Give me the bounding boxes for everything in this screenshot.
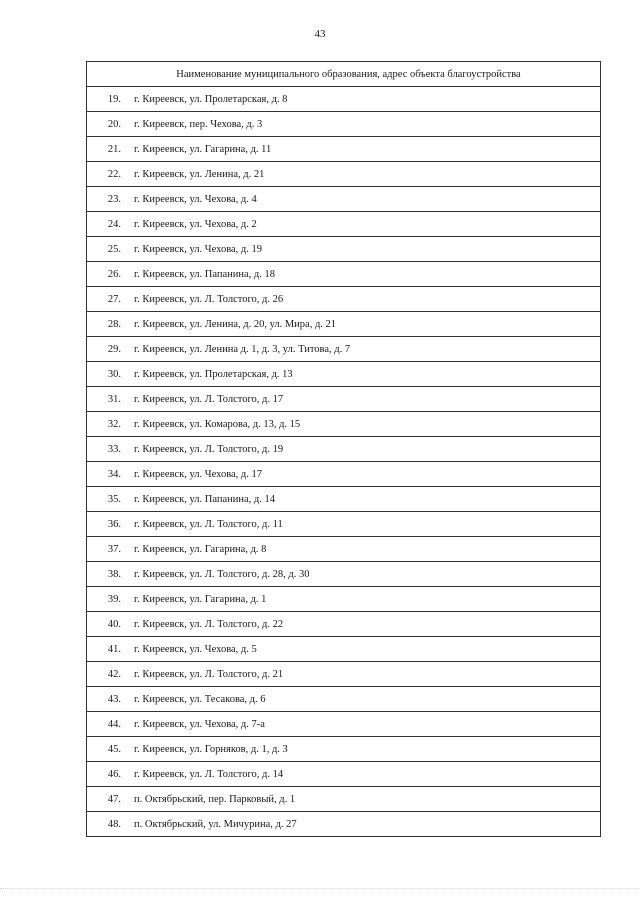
row-address: г. Киреевск, ул. Л. Толстого, д. 19 xyxy=(134,443,284,455)
row-address: г. Киреевск, ул. Папанина, д. 14 xyxy=(134,493,275,505)
row-address: г. Киреевск, ул. Л. Толстого, д. 17 xyxy=(134,393,284,405)
row-number: 28. xyxy=(107,318,121,330)
row-number: 26. xyxy=(107,268,121,280)
row-address: г. Киреевск, ул. Горняков, д. 1, д. 3 xyxy=(134,743,288,755)
table-row xyxy=(87,662,600,687)
row-address: п. Октябрьский, пер. Парковый, д. 1 xyxy=(134,793,296,805)
row-address: г. Киреевск, ул. Гагарина, д. 1 xyxy=(134,593,267,605)
row-number: 29. xyxy=(107,343,121,355)
row-number: 37. xyxy=(107,543,121,555)
row-number: 30. xyxy=(107,368,121,380)
table-row xyxy=(87,637,600,662)
row-address: г. Киреевск, ул. Л. Толстого, д. 28, д. 30 xyxy=(134,568,310,580)
table-row xyxy=(87,87,600,112)
row-address: г. Киреевск, ул. Чехова, д. 4 xyxy=(134,193,257,205)
row-number: 22. xyxy=(107,168,121,180)
row-address: г. Киреевск, ул. Чехова, д. 5 xyxy=(134,643,257,655)
row-address: г. Киреевск, ул. Чехова, д. 17 xyxy=(134,468,263,480)
table-row xyxy=(87,287,600,312)
row-number: 36. xyxy=(107,518,121,530)
row-number: 43. xyxy=(107,693,121,705)
row-number: 32. xyxy=(107,418,121,430)
row-address: г. Киреевск, ул. Ленина, д. 20, ул. Мира, д. 21 xyxy=(134,318,337,330)
row-number: 31. xyxy=(107,393,121,405)
row-address: п. Октябрьский, ул. Мичурина, д. 27 xyxy=(134,818,297,830)
row-address: г. Киреевск, ул. Ленина д. 1, д. 3, ул. Титова, д. 7 xyxy=(134,343,351,355)
table-row xyxy=(87,262,600,287)
row-address: г. Киреевск, ул. Л. Толстого, д. 26 xyxy=(134,293,284,305)
row-number: 27. xyxy=(107,293,121,305)
table-row xyxy=(87,812,600,837)
row-address: г. Киреевск, ул. Ленина, д. 21 xyxy=(134,168,265,180)
row-number: 35. xyxy=(107,493,121,505)
row-number: 21. xyxy=(107,143,121,155)
row-address: г. Киреевск, ул. Комарова, д. 13, д. 15 xyxy=(134,418,301,430)
table-row xyxy=(87,187,600,212)
table-row xyxy=(87,137,600,162)
table-row xyxy=(87,612,600,637)
row-address: г. Киреевск, ул. Пролетарская, д. 8 xyxy=(134,93,288,105)
page-number: 43 xyxy=(314,28,326,40)
table-row xyxy=(87,337,600,362)
row-address: г. Киреевск, ул. Л. Толстого, д. 22 xyxy=(134,618,284,630)
table-row xyxy=(87,412,600,437)
row-number: 40. xyxy=(107,618,121,630)
row-number: 34. xyxy=(107,468,121,480)
table-row xyxy=(87,237,600,262)
row-number: 47. xyxy=(107,793,121,805)
row-number: 45. xyxy=(107,743,121,755)
table-row xyxy=(87,112,600,137)
table-row xyxy=(87,212,600,237)
row-number: 25. xyxy=(107,243,121,255)
row-address: г. Киреевск, ул. Гагарина, д. 11 xyxy=(134,143,272,155)
row-number: 23. xyxy=(107,193,121,205)
table-row xyxy=(87,762,600,787)
table-body xyxy=(87,87,600,837)
table-row xyxy=(87,512,600,537)
table-row xyxy=(87,562,600,587)
row-number: 33. xyxy=(107,443,121,455)
row-number: 44. xyxy=(107,718,121,730)
table-row xyxy=(87,537,600,562)
row-address: г. Киреевск, пер. Чехова, д. 3 xyxy=(134,118,263,130)
row-number: 46. xyxy=(107,768,121,780)
table-row xyxy=(87,687,600,712)
row-address: г. Киреевск, ул. Л. Толстого, д. 11 xyxy=(134,518,283,530)
table-header: Наименование муниципального образования, адрес объекта благоустройства xyxy=(87,62,600,87)
table-row xyxy=(87,437,600,462)
table-row xyxy=(87,487,600,512)
table-row xyxy=(87,587,600,612)
table-row xyxy=(87,162,600,187)
row-address: г. Киреевск, ул. Л. Толстого, д. 14 xyxy=(134,768,284,780)
row-address: г. Киреевск, ул. Папанина, д. 18 xyxy=(134,268,275,280)
table-row xyxy=(87,362,600,387)
address-table xyxy=(86,61,601,837)
table-row xyxy=(87,737,600,762)
table-row xyxy=(87,312,600,337)
row-number: 24. xyxy=(107,218,121,230)
row-number: 38. xyxy=(107,568,121,580)
row-number: 19. xyxy=(107,93,121,105)
table-row xyxy=(87,787,600,812)
row-address: г. Киреевск, ул. Чехова, д. 2 xyxy=(134,218,257,230)
row-number: 42. xyxy=(107,668,121,680)
table-row xyxy=(87,462,600,487)
scan-noise-line xyxy=(0,888,640,895)
row-address: г. Киреевск, ул. Чехова, д. 7-а xyxy=(134,718,265,730)
row-address: г. Киреевск, ул. Пролетарская, д. 13 xyxy=(134,368,293,380)
row-number: 20. xyxy=(107,118,121,130)
row-number: 41. xyxy=(107,643,121,655)
table-row xyxy=(87,712,600,737)
row-address: г. Киреевск, ул. Чехова, д. 19 xyxy=(134,243,263,255)
row-number: 39. xyxy=(107,593,121,605)
row-address: г. Киреевск, ул. Тесакова, д. 6 xyxy=(134,693,266,705)
row-address: г. Киреевск, ул. Л. Толстого, д. 21 xyxy=(134,668,284,680)
row-number: 48. xyxy=(107,818,121,830)
row-address: г. Киреевск, ул. Гагарина, д. 8 xyxy=(134,543,267,555)
table-row xyxy=(87,387,600,412)
